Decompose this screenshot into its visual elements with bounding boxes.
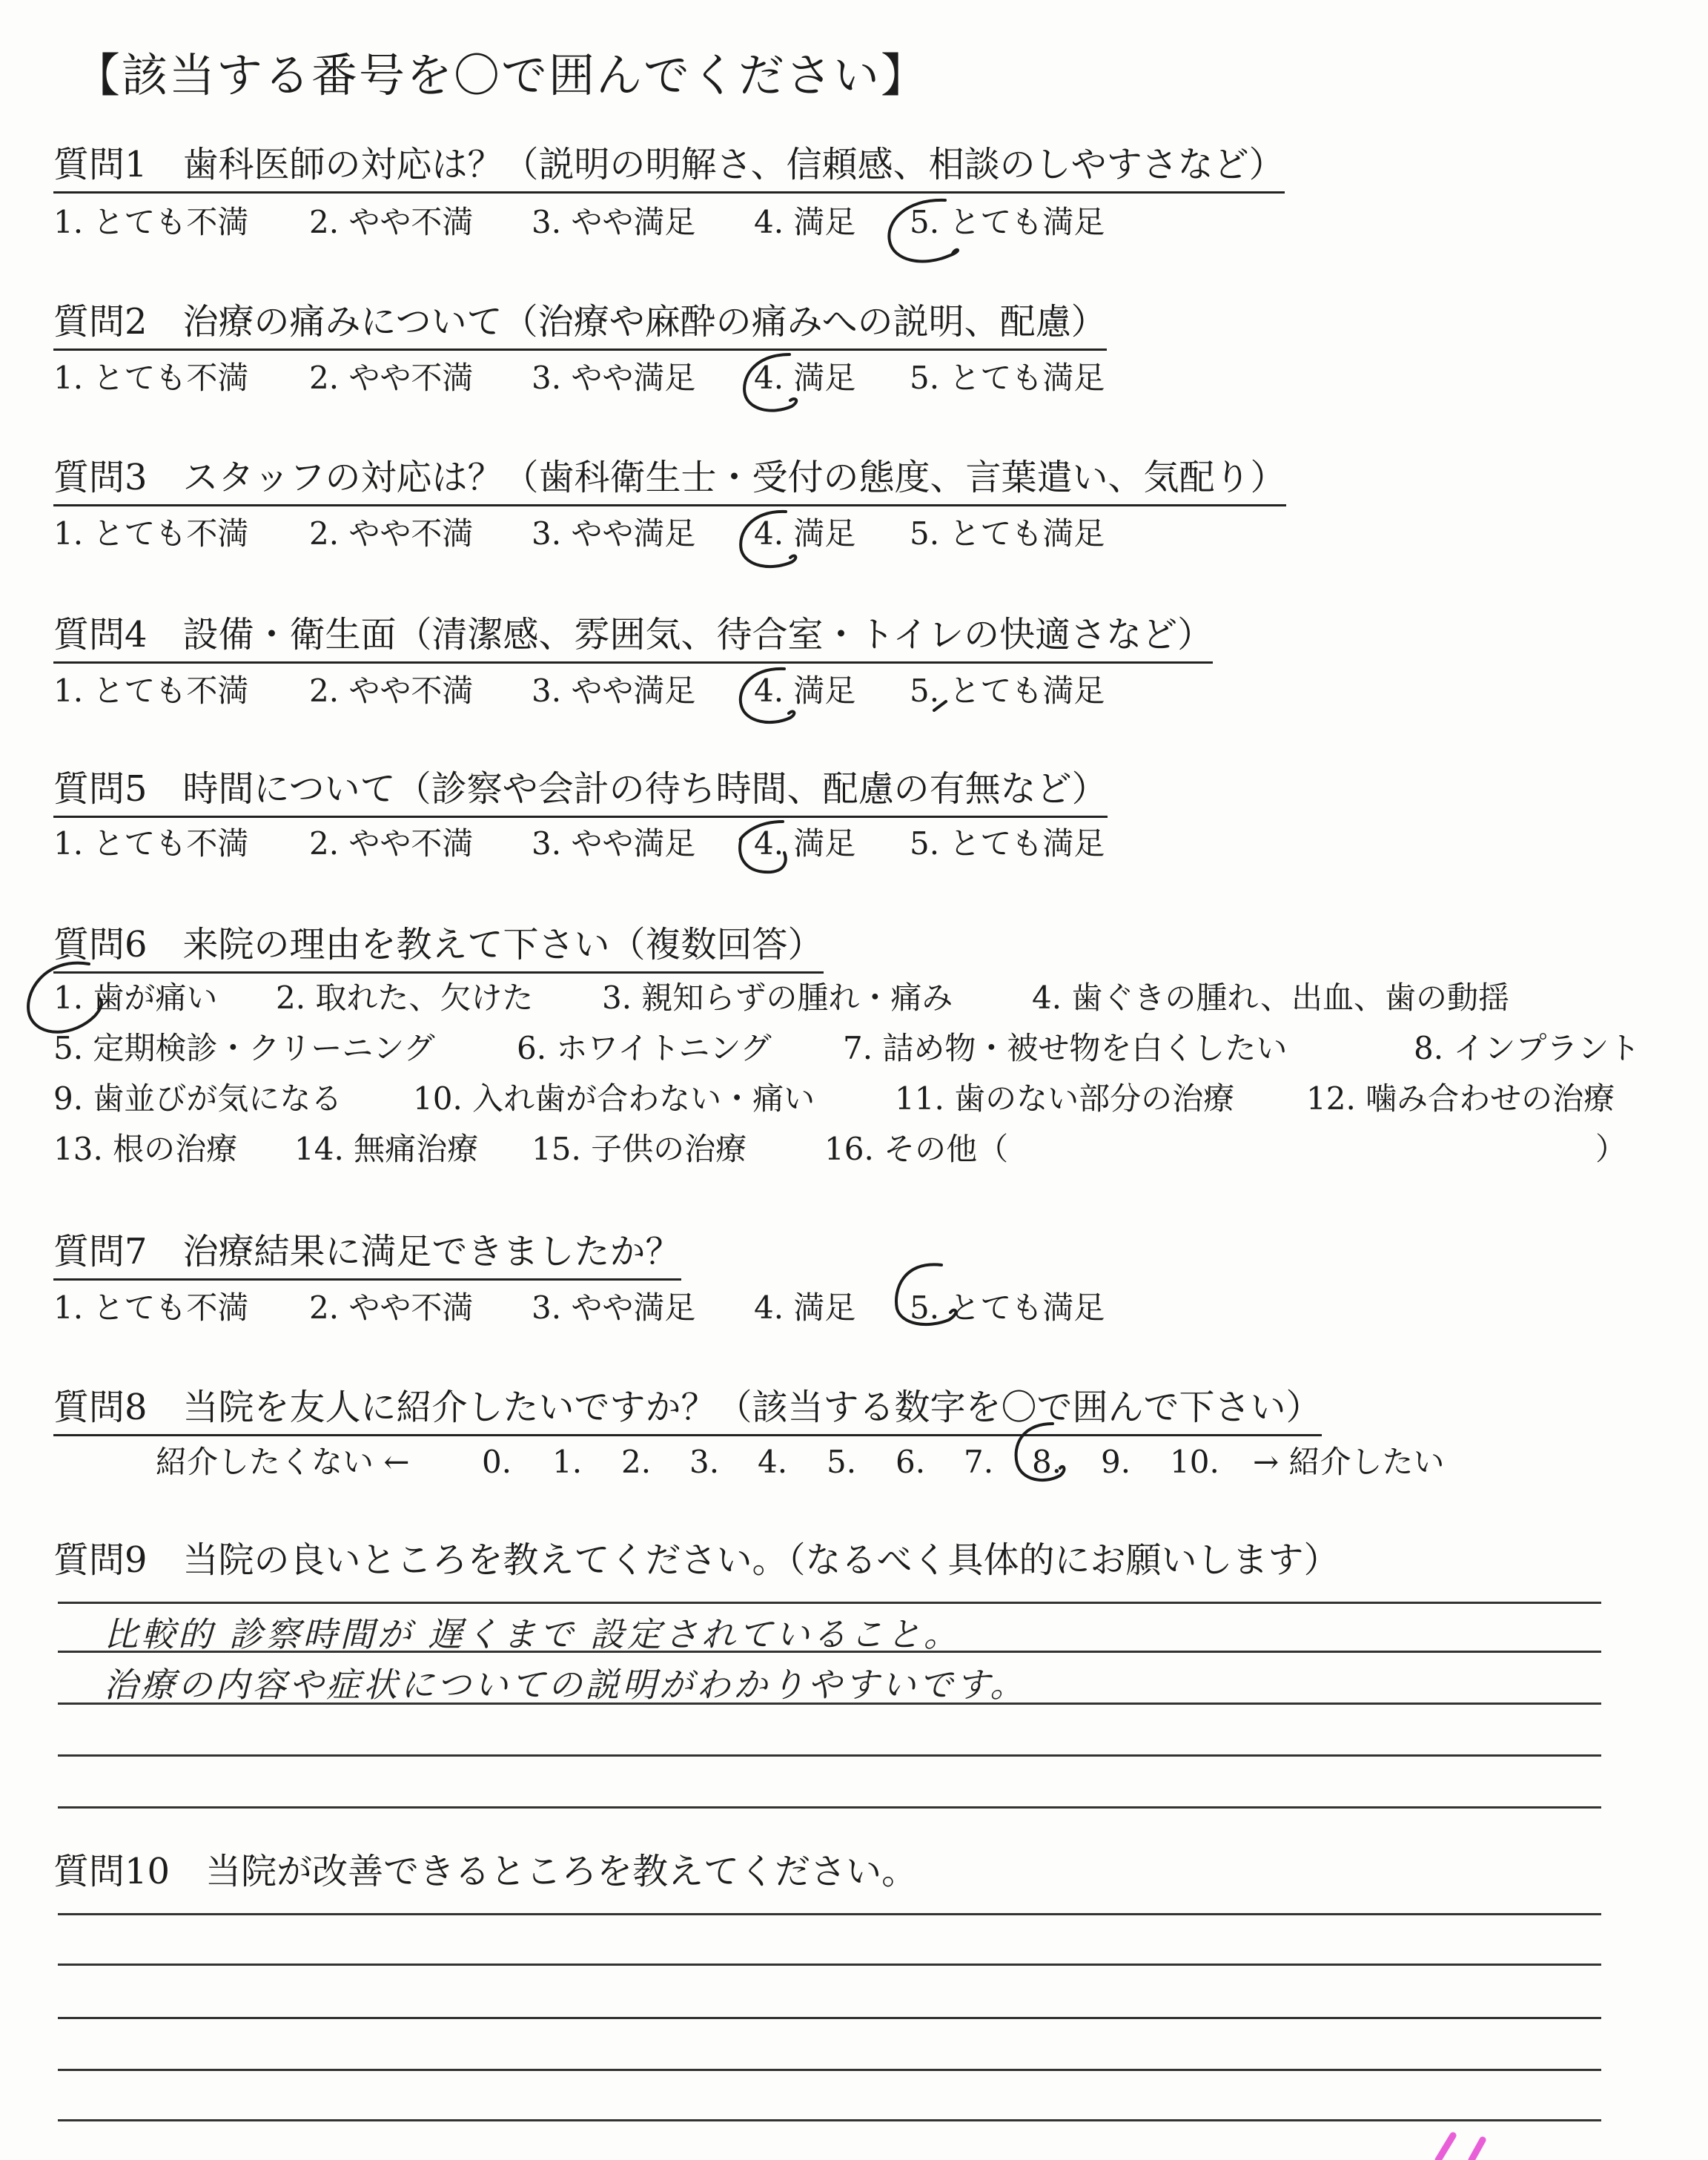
q6-option-14[interactable]: 14. 無痛治療 (294, 1131, 479, 1167)
q6-option-1[interactable]: 1. 歯が痛い (53, 980, 218, 1016)
q4-option-5[interactable]: 5. とても満足 (910, 673, 1105, 709)
q10-answer-line-1 (58, 1913, 1601, 1915)
q5-option-4[interactable]: 4. 満足 (754, 825, 856, 862)
q4-option-1[interactable]: 1. とても不満 (53, 673, 249, 709)
question-6-heading: 質問6 来院の理由を教えて下さい（複数回答） (53, 922, 824, 974)
q6-option-8[interactable]: 8. インプラント (1414, 1030, 1641, 1066)
q7-option-3[interactable]: 3. やや満足 (532, 1289, 696, 1326)
q8-option-10[interactable]: 10. (1170, 1444, 1219, 1480)
question-1-heading: 質問1 歯科医師の対応は？（説明の明解さ、信頼感、相談のしやすさなど） (53, 142, 1285, 194)
q5-option-2[interactable]: 2. やや不満 (309, 825, 474, 862)
q8-option-5[interactable]: 5. (827, 1444, 857, 1480)
q1-option-1[interactable]: 1. とても不満 (53, 204, 249, 240)
q4-option-3[interactable]: 3. やや満足 (532, 673, 696, 709)
q8-option-2[interactable]: 2. (621, 1444, 652, 1480)
q7-option-1[interactable]: 1. とても不満 (53, 1289, 249, 1326)
question-8-heading: 質問8 当院を友人に紹介したいですか？（該当する数字を〇で囲んで下さい） (53, 1385, 1322, 1436)
q8-left-label: 紹介したくない ← (156, 1444, 410, 1480)
q8-option-9[interactable]: 9. (1101, 1444, 1131, 1480)
q3-option-1[interactable]: 1. とても不満 (53, 515, 249, 552)
q10-answer-line-2 (58, 1964, 1601, 1966)
q8-option-6[interactable]: 6. (896, 1444, 926, 1480)
q9-answer-line-4 (58, 1754, 1601, 1757)
q10-answer-line-5 (58, 2119, 1601, 2121)
q2-option-3[interactable]: 3. やや満足 (532, 360, 696, 396)
q9-answer-line-5 (58, 1806, 1601, 1809)
q6-option-3[interactable]: 3. 親知らずの腫れ・痛み (602, 980, 953, 1016)
q6-option-10[interactable]: 10. 入れ歯が合わない・痛い (413, 1080, 815, 1117)
question-10-heading: 質問10 当院が改善できるところを教えてください。 (53, 1851, 918, 1892)
q8-option-0[interactable]: 0. (482, 1444, 512, 1480)
q9-answer-text-2[interactable]: 治療の内容や症状についての説明がわかりやすいです。 (104, 1665, 1027, 1705)
q5-option-5[interactable]: 5. とても満足 (910, 825, 1105, 862)
q6-other-close: ） (1595, 1131, 1627, 1167)
q6-option-5[interactable]: 5. 定期検診・クリーニング (53, 1030, 435, 1066)
q6-option-11[interactable]: 11. 歯のない部分の治療 (895, 1080, 1235, 1117)
q2-option-5[interactable]: 5. とても満足 (910, 360, 1105, 396)
q8-option-4[interactable]: 4. (758, 1444, 788, 1480)
question-9-heading: 質問9 当院の良いところを教えてください。（なるべく具体的にお願いします） (53, 1539, 1340, 1581)
q7-option-5[interactable]: 5. とても満足 (910, 1289, 1105, 1326)
q6-option-15[interactable]: 15. 子供の治療 (532, 1131, 747, 1167)
q6-option-6[interactable]: 6. ホワイトニング (517, 1030, 772, 1066)
q6-option-12[interactable]: 12. 噛み合わせの治療 (1306, 1080, 1615, 1117)
q4-option-4[interactable]: 4. 満足 (754, 673, 856, 709)
q5-option-1[interactable]: 1. とても不満 (53, 825, 249, 862)
question-5-heading: 質問5 時間について（診察や会計の待ち時間、配慮の有無など） (53, 767, 1108, 818)
q6-option-7[interactable]: 7. 詰め物・被せ物を白くしたい (843, 1030, 1288, 1066)
q8-right-label: → 紹介したい (1253, 1444, 1445, 1480)
q1-option-4[interactable]: 4. 満足 (754, 204, 856, 240)
q7-option-2[interactable]: 2. やや不満 (309, 1289, 474, 1326)
question-7-heading: 質問7 治療結果に満足できましたか？ (53, 1229, 681, 1281)
q4-option-2[interactable]: 2. やや不満 (309, 673, 474, 709)
q8-option-8[interactable]: 8. (1032, 1444, 1062, 1480)
q6-option-13[interactable]: 13. 根の治療 (53, 1131, 238, 1167)
q5-option-3[interactable]: 3. やや満足 (532, 825, 696, 862)
q8-option-3[interactable]: 3. (689, 1444, 720, 1480)
q6-option-9[interactable]: 9. 歯並びが気になる (53, 1080, 342, 1117)
q9-answer-line-1 (58, 1602, 1601, 1604)
q3-option-2[interactable]: 2. やや不満 (309, 515, 474, 552)
q8-option-7[interactable]: 7. (964, 1444, 994, 1480)
question-2-heading: 質問2 治療の痛みについて（治療や麻酔の痛みへの説明、配慮） (53, 300, 1107, 351)
q9-answer-text-1[interactable]: 比較的 診察時間が 遅くまで 設定されていること。 (104, 1614, 961, 1654)
q6-option-2[interactable]: 2. 取れた、欠けた (276, 980, 534, 1016)
q10-answer-line-4 (58, 2069, 1601, 2071)
q2-option-4[interactable]: 4. 満足 (754, 360, 856, 396)
q3-option-3[interactable]: 3. やや満足 (532, 515, 696, 552)
q1-option-5[interactable]: 5. とても満足 (910, 204, 1105, 240)
q8-option-1[interactable]: 1. (552, 1444, 583, 1480)
q1-option-3[interactable]: 3. やや満足 (532, 204, 696, 240)
q3-option-5[interactable]: 5. とても満足 (910, 515, 1105, 552)
page-title: 【該当する番号を〇で囲んでください】 (74, 48, 929, 102)
q7-option-4[interactable]: 4. 満足 (754, 1289, 856, 1326)
q6-option-4[interactable]: 4. 歯ぐきの腫れ、出血、歯の動揺 (1032, 980, 1509, 1016)
q1-option-2[interactable]: 2. やや不満 (309, 204, 474, 240)
q6-option-16[interactable]: 16. その他（ (824, 1131, 1009, 1167)
q10-answer-line-3 (58, 2017, 1601, 2019)
q2-option-1[interactable]: 1. とても不満 (53, 360, 249, 396)
question-3-heading: 質問3 スタッフの対応は？（歯科衛生士・受付の態度、言葉遣い、気配り） (53, 455, 1286, 506)
q2-option-2[interactable]: 2. やや不満 (309, 360, 474, 396)
question-4-heading: 質問4 設備・衛生面（清潔感、雰囲気、待合室・トイレの快適さなど） (53, 612, 1213, 664)
pink-marker-stroke (1438, 2136, 1483, 2160)
q3-option-4[interactable]: 4. 満足 (754, 515, 856, 552)
